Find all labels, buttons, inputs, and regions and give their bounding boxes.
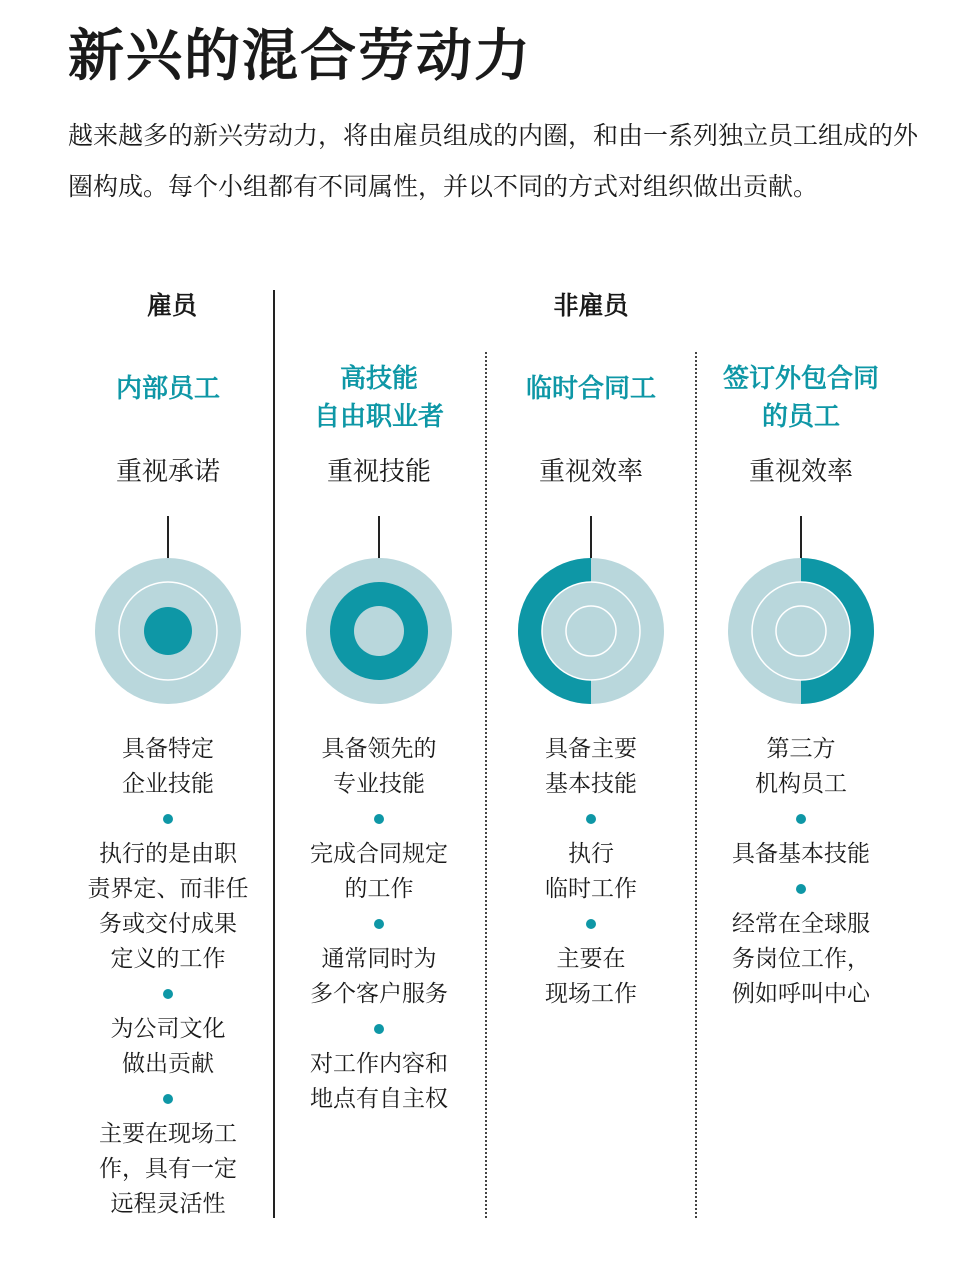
column-title	[696, 360, 906, 436]
bullet-dot-icon	[163, 989, 173, 999]
attribute-item	[63, 837, 273, 977]
attribute-line: 执行	[568, 841, 614, 867]
attribute-line: 第三方	[766, 736, 836, 762]
attribute-line: 主要在	[556, 946, 626, 972]
bullet-dot-icon	[374, 1024, 384, 1034]
attribute-item	[486, 732, 696, 802]
intro-paragraph: 越来越多的新兴劳动力，将由雇员组成的内圈，和由一系列独立员工组成的外圈构成。每个小组都有不同属性，并以不同的方式对组织做出贡献。	[68, 121, 919, 201]
column-internal-employee	[63, 0, 273, 1272]
column-title-line: 高技能	[339, 364, 418, 394]
attribute-line: 临时工作	[545, 876, 637, 902]
attribute-line: 执行的是由职	[99, 841, 237, 867]
column-skilled-freelancer	[274, 0, 484, 1272]
attribute-list	[274, 732, 484, 1117]
bullet-dot-icon	[163, 1094, 173, 1104]
bullet-dot-icon	[374, 814, 384, 824]
attribute-line: 基本技能	[545, 771, 637, 797]
attribute-list	[696, 732, 906, 1012]
bullet-dot-icon	[796, 884, 806, 894]
column-temporary-contractor	[486, 0, 696, 1272]
attribute-item	[274, 732, 484, 802]
attribute-line: 现场工作	[545, 981, 637, 1007]
column-title	[486, 370, 696, 408]
bullet-dot-icon	[586, 814, 596, 824]
attribute-line: 为公司文化	[110, 1016, 226, 1042]
attribute-line: 具备领先的	[321, 736, 437, 762]
pointer-line	[800, 516, 802, 558]
column-title-line: 的员工	[761, 402, 840, 432]
group-title-employee: 雇员	[146, 291, 197, 320]
attribute-item	[696, 907, 906, 1012]
attribute-item	[486, 837, 696, 907]
bullet-dot-icon	[586, 919, 596, 929]
column-title-line: 自由职业者	[313, 402, 444, 432]
attribute-line: 具备基本技能	[732, 841, 870, 867]
attribute-line: 多个客户服务	[310, 981, 448, 1007]
attribute-line: 对工作内容和	[310, 1051, 448, 1077]
attribute-line: 作，具有一定	[99, 1156, 237, 1182]
column-outsourced-employee	[696, 0, 906, 1272]
attribute-line: 完成合同规定	[310, 841, 448, 867]
column-value: 重视效率	[538, 457, 643, 487]
group-title-non-employee: 非雇员	[553, 291, 629, 320]
concentric-circles-icon	[95, 558, 241, 704]
core-disc	[354, 606, 404, 656]
highlight-inner-core	[144, 607, 192, 655]
attribute-line: 例如呼叫中心	[732, 981, 870, 1007]
column-value: 重视技能	[326, 457, 431, 487]
bullet-dot-icon	[163, 814, 173, 824]
attribute-item	[274, 837, 484, 907]
pointer-line	[590, 516, 592, 558]
attribute-item	[63, 732, 273, 802]
column-title	[274, 360, 484, 436]
page-title: 新兴的混合劳动力	[68, 24, 532, 89]
bullet-dot-icon	[374, 919, 384, 929]
column-title	[63, 370, 273, 408]
attribute-line: 定义的工作	[110, 946, 226, 972]
column-title-line: 内部员工	[115, 374, 220, 404]
attribute-item	[274, 942, 484, 1012]
attribute-line: 专业技能	[333, 771, 425, 797]
attribute-item	[63, 1012, 273, 1082]
attribute-line: 务岗位工作，	[732, 946, 870, 972]
attribute-line: 通常同时为	[321, 946, 437, 972]
attribute-line: 地点有自主权	[310, 1086, 448, 1112]
attribute-line: 经常在全球服	[732, 911, 870, 937]
attribute-line: 的工作	[344, 876, 414, 902]
attribute-line: 具备特定	[122, 736, 214, 762]
column-title-line: 签订外包合同	[722, 364, 879, 394]
attribute-item	[696, 837, 906, 872]
bullet-dot-icon	[796, 814, 806, 824]
attribute-item	[63, 1117, 273, 1222]
attribute-line: 责界定、而非任	[87, 876, 249, 902]
column-value: 重视效率	[748, 457, 853, 487]
concentric-circles-icon	[728, 558, 874, 704]
concentric-circles-icon	[306, 558, 452, 704]
attribute-list	[63, 732, 273, 1222]
attribute-item	[696, 732, 906, 802]
attribute-list	[486, 732, 696, 1012]
attribute-line: 具备主要	[545, 736, 637, 762]
attribute-line: 主要在现场工	[99, 1121, 237, 1147]
attribute-line: 做出贡献	[122, 1051, 214, 1077]
attribute-line: 务或交付成果	[99, 911, 237, 937]
column-title-line: 临时合同工	[525, 374, 656, 404]
attribute-item	[486, 942, 696, 1012]
attribute-item	[274, 1047, 484, 1117]
attribute-line: 远程灵活性	[110, 1191, 226, 1217]
attribute-line: 机构员工	[755, 771, 847, 797]
attribute-line: 企业技能	[122, 771, 214, 797]
column-value: 重视承诺	[115, 457, 220, 487]
concentric-circles-icon	[518, 558, 664, 704]
